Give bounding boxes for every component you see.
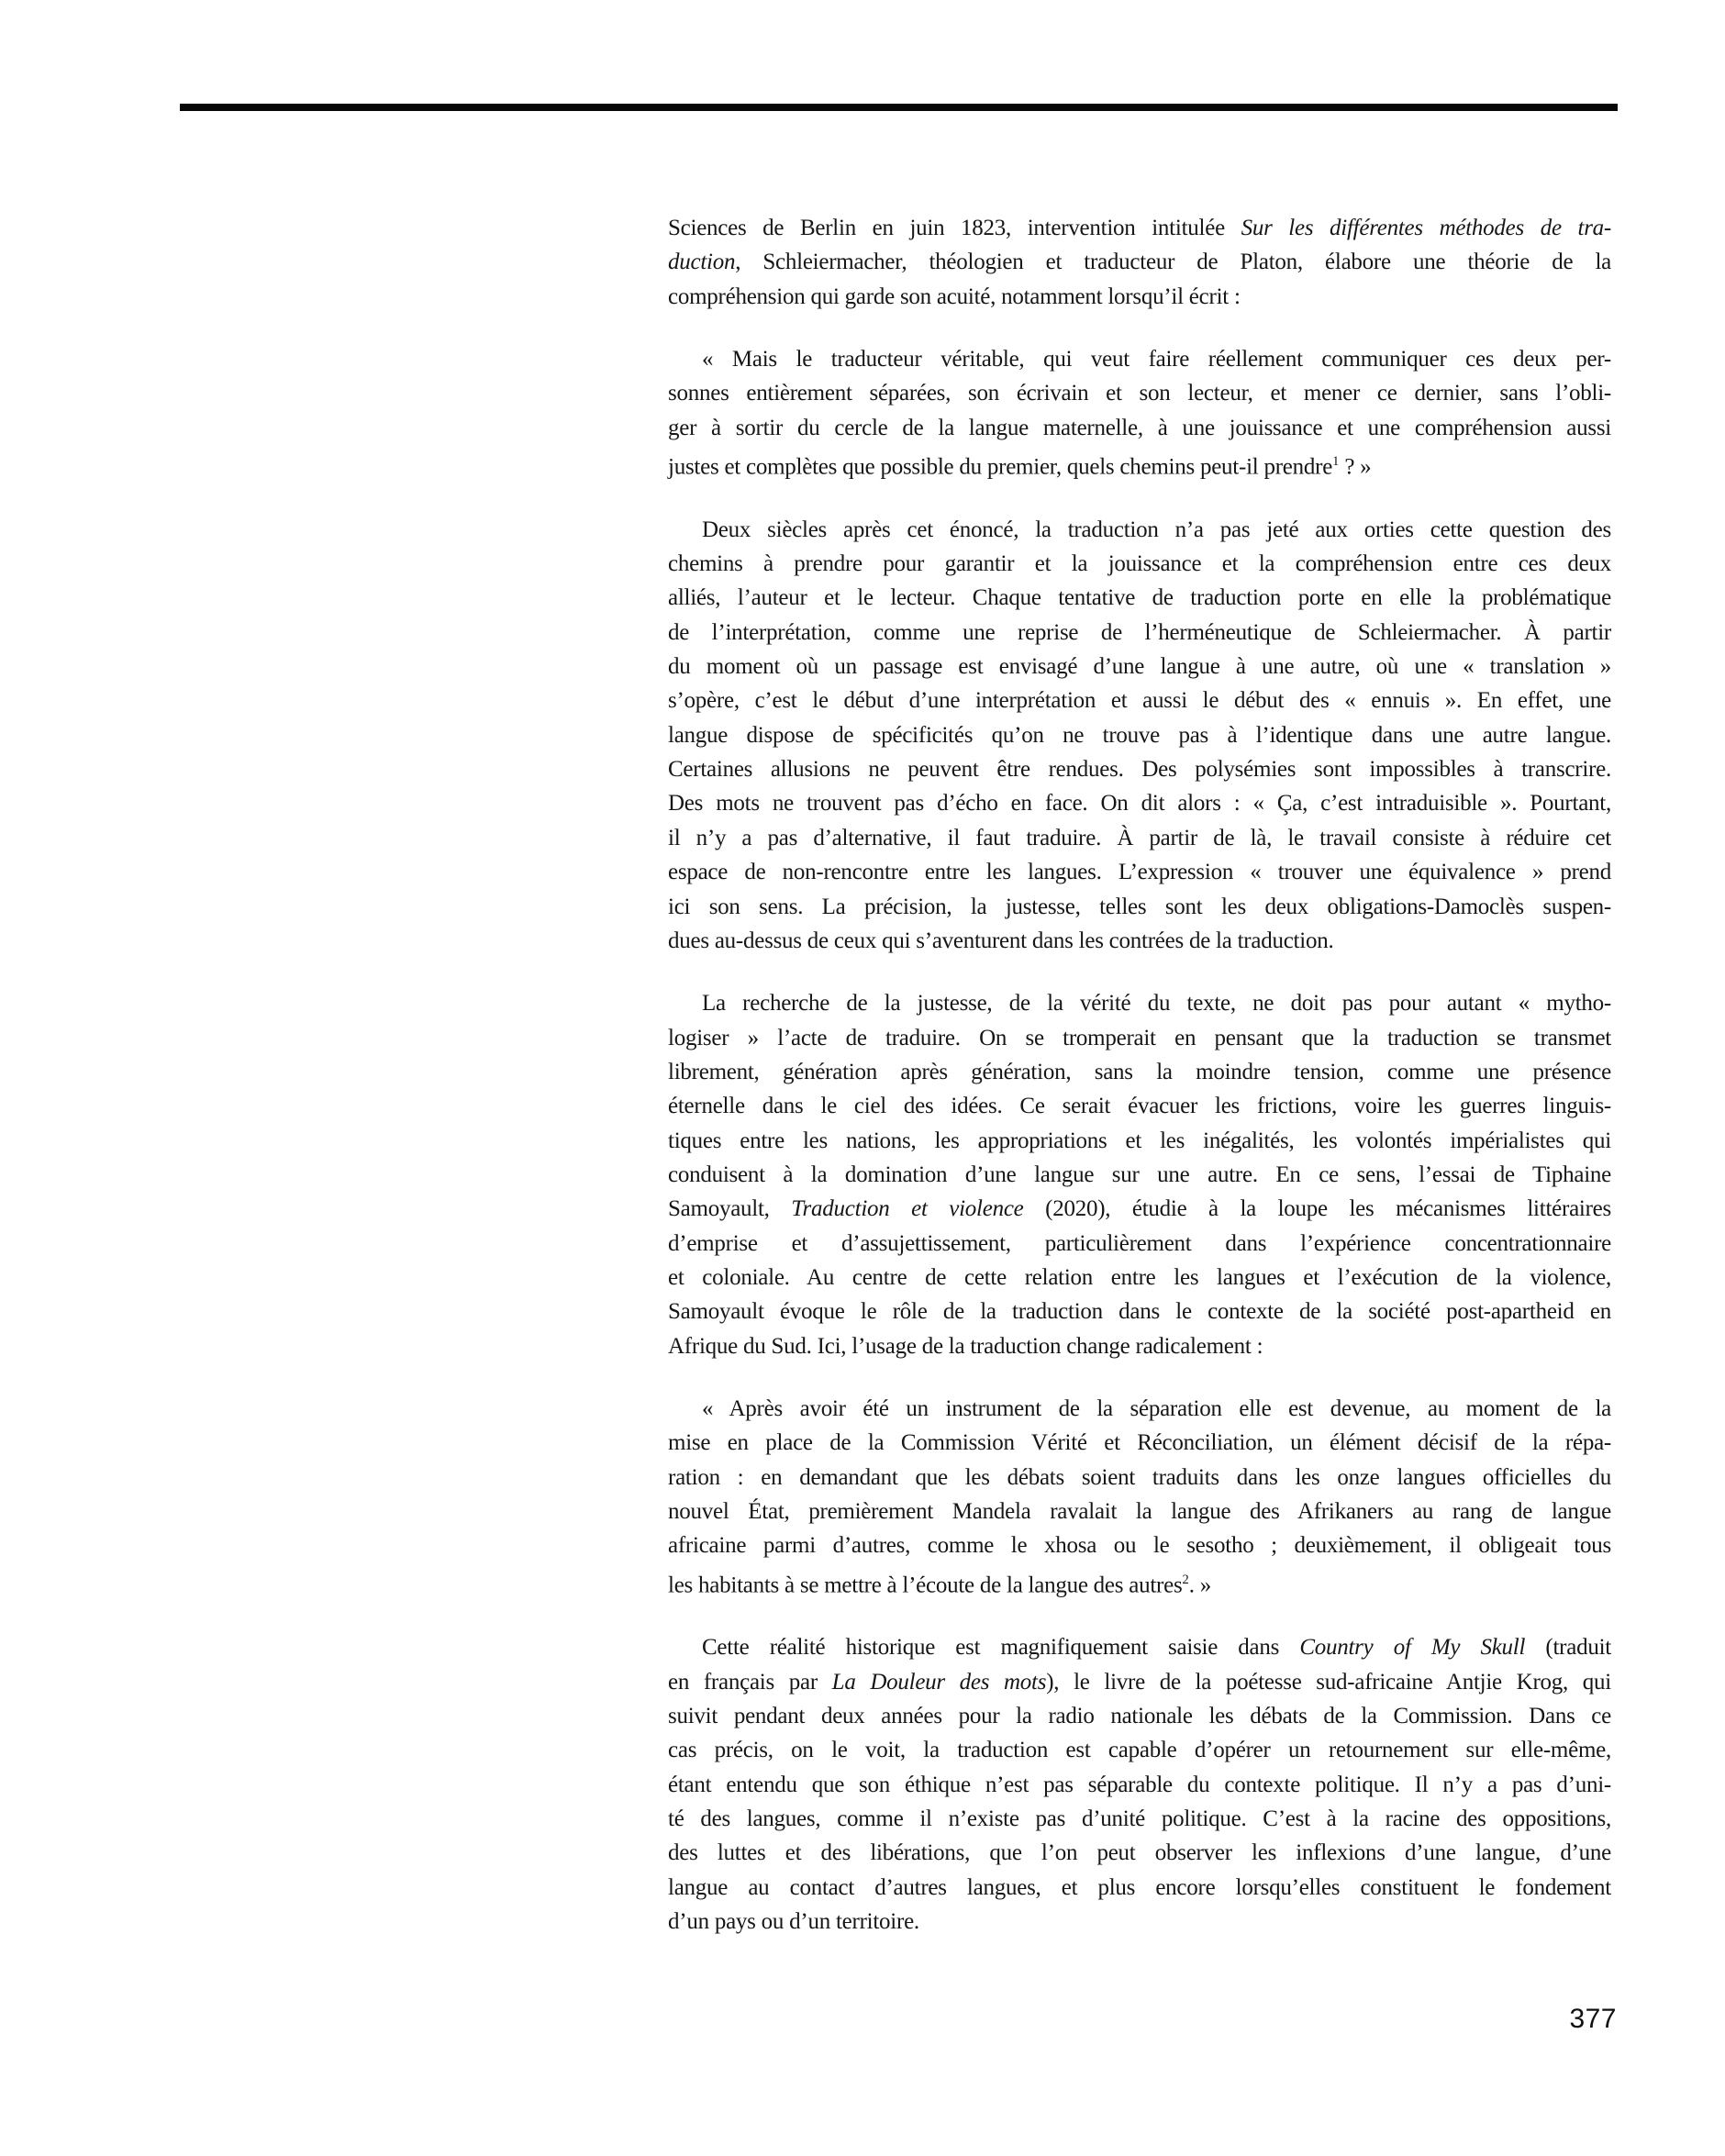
text-segment: espace de non-rencontre entre les langues. L’expression « trouver une équivalence » prend (668, 860, 1611, 885)
text-segment: étant entendu que son éthique n’est pas séparable du contexte politique. Il n’y a pas d’uni- (668, 1772, 1611, 1797)
text-segment: éternelle dans le ciel des idées. Ce serait évacuer les frictions, voire les guerres linguis- (668, 1094, 1611, 1119)
italic-text: Sur les différentes méthodes de tra- (1241, 216, 1611, 240)
text-segment: Sciences de Berlin en juin 1823, intervention intitulée (668, 216, 1241, 240)
text-segment: ? » (1339, 454, 1372, 480)
text-line (668, 581, 1611, 615)
text-line (668, 650, 1611, 683)
text-line (668, 1461, 1611, 1495)
text-segment: , Schleiermacher, théologien et traducteur de Platon, élabore une théorie de la (735, 250, 1611, 275)
text-segment: Samoyault, (668, 1196, 792, 1222)
text-segment: du moment où un passage est envisagé d’une langue à une autre, où une « translation » (668, 654, 1611, 680)
text-segment: d’emprise et d’assujettissement, particulièrement dans l’expérience concentrationnaire (668, 1230, 1611, 1256)
chapter-header-rule (180, 104, 1618, 111)
text-segment: (2020), étudie à la loupe les mécanismes littéraires (1023, 1196, 1612, 1222)
text-segment: ici son sens. La précision, la justesse, telles sont les deux obligations-Damoclès suspen- (668, 894, 1611, 919)
text-segment: et coloniale. Au centre de cette relation entre les langues et l’exécution de la violence, (668, 1264, 1611, 1290)
text-segment: chemins à prendre pour garantir et la jouissance et la compréhension entre ces deux (668, 551, 1611, 577)
text-segment: mise en place de la Commission Vérité et Réconciliation, un élément décisif de la répa- (668, 1430, 1611, 1456)
text-line (668, 1802, 1611, 1836)
text-segment: langue dispose de spécificités qu’on ne trouve pas à l’identique dans une autre langue. (668, 722, 1611, 748)
text-line (668, 1329, 1611, 1363)
text-segment: La recherche de la justesse, de la vérité du texte, ne doit pas pour autant « mytho- (702, 991, 1611, 1017)
italic-text: duction (668, 250, 736, 275)
text-line (668, 411, 1611, 445)
text-segment: ), le livre de la poétesse sud-africaine Antjie Krog, qui (1046, 1669, 1611, 1695)
text-segment: nouvel État, premièrement Mandela ravalait la langue des Afrikaners au rang de langue (668, 1499, 1611, 1525)
text-line (668, 1227, 1611, 1261)
italic-text: Country of My Skull (1299, 1635, 1526, 1661)
text-segment: africaine parmi d’autres, comme le xhosa ou le sesotho ; deuxièmement, il obligeait tous (668, 1533, 1611, 1559)
text-line (668, 752, 1611, 786)
text-line (668, 1768, 1611, 1802)
text-segment: ration : en demandant que les débats soient traduits dans les onze langues officielles du (668, 1464, 1611, 1490)
text-segment: ger à sortir du cercle de la langue maternelle, à une jouissance et une compréhension aussi (668, 415, 1611, 440)
text-segment: il n’y a pas d’alternative, il faut traduire. À partir de là, le travail consiste à réduire cet (668, 825, 1611, 850)
text-line (668, 986, 1611, 1020)
text-line (668, 1630, 1611, 1664)
text-segment: . » (1188, 1573, 1211, 1598)
text-line (668, 1426, 1611, 1460)
paragraph (668, 211, 1611, 314)
text-segment: s’opère, c’est le début d’une interprétation et aussi le début des « ennuis ». En effet, une (668, 688, 1611, 714)
text-segment: Samoyault évoque le rôle de la traduction dans le contexte de la société post-apartheid en (668, 1299, 1611, 1325)
text-line (668, 1699, 1611, 1733)
text-segment: de l’interprétation, comme une reprise de l’herméneutique de Schleiermacher. À partir (668, 619, 1611, 645)
text-line (668, 616, 1611, 650)
italic-text: La Douleur des mots (831, 1669, 1047, 1695)
text-line (668, 1392, 1611, 1426)
text-line (668, 1905, 1611, 1939)
text-segment: Deux siècles après cet énoncé, la traduction n’a pas jeté aux orties cette question des (702, 517, 1611, 542)
text-segment: « Mais le traducteur véritable, qui veut faire réellement communiquer ces deux per- (702, 347, 1611, 372)
text-segment: conduisent à la domination d’une langue sur une autre. En ce sens, l’essai de Tiphaine (668, 1161, 1611, 1187)
text-segment: « Après avoir été un instrument de la séparation elle est devenue, au moment de la (702, 1395, 1611, 1421)
text-line (668, 445, 1611, 484)
text-segment: des luttes et des libérations, que l’on peut observer les inflexions d’une langue, d’une (668, 1840, 1611, 1866)
text-line (668, 1295, 1611, 1328)
text-segment: (traduit (1525, 1635, 1611, 1661)
text-segment: Afrique du Sud. Ici, l’usage de la traduction change radicalement : (668, 1333, 1263, 1359)
text-line (668, 1158, 1611, 1192)
text-segment: suivit pendant deux années pour la radio nationale les débats de la Commission. Dans ce (668, 1704, 1611, 1729)
text-segment: alliés, l’auteur et le lecteur. Chaque tentative de traduction porte en elle la problématique (668, 585, 1611, 611)
text-segment: Cette réalité historique est magnifiquement saisie dans (702, 1635, 1300, 1661)
text-segment: compréhension qui garde son acuité, notamment lorsqu’il écrit : (668, 283, 1241, 309)
text-segment: logiser » l’acte de traduire. On se tromperait en pensant que la traduction se transmet (668, 1025, 1611, 1050)
paragraph (668, 1630, 1611, 1939)
text-segment: en français par (668, 1669, 832, 1695)
text-line (668, 245, 1611, 279)
text-line (668, 1528, 1611, 1562)
text-line (668, 1563, 1611, 1603)
text-line (668, 1495, 1611, 1528)
text-segment: cas précis, on le voit, la traduction est capable d’opérer un retournement sur elle-même, (668, 1738, 1611, 1763)
text-line (668, 1021, 1611, 1055)
text-line (668, 1871, 1611, 1905)
text-line (668, 1089, 1611, 1123)
text-line (668, 342, 1611, 376)
text-segment: sonnes entièrement séparées, son écrivain et son lecteur, et mener ce dernier, sans l’obli- (668, 381, 1611, 406)
text-line (668, 1261, 1611, 1295)
text-segment: les habitants à se mettre à l’écoute de la langue des autres (668, 1573, 1183, 1598)
text-line (668, 683, 1611, 717)
text-line (668, 855, 1611, 889)
blockquote (668, 342, 1611, 484)
text-line (668, 786, 1611, 820)
blockquote (668, 1392, 1611, 1602)
footnote-reference: 2 (1182, 1572, 1189, 1587)
text-segment: Des mots ne trouvent pas d’écho en face. On dit alors : « Ça, c’est intraduisible ». Pourtant, (668, 791, 1611, 817)
text-line (668, 376, 1611, 410)
text-segment: librement, génération après génération, sans la moindre tension, comme une présence (668, 1059, 1611, 1084)
text-line (668, 821, 1611, 855)
text-segment: justes et complètes que possible du premier, quels chemins peut-il prendre (668, 454, 1333, 480)
text-line (668, 718, 1611, 752)
page-number: 377 (1569, 2004, 1617, 2034)
text-block (668, 211, 1611, 1939)
paragraph (668, 513, 1611, 958)
text-line (668, 1733, 1611, 1767)
text-line (668, 513, 1611, 547)
text-segment: d’un pays ou d’un territoire. (668, 1909, 919, 1935)
text-segment: langue au contact d’autres langues, et plus encore lorsqu’elles constituent le fondement (668, 1874, 1611, 1900)
footnote-reference: 1 (1332, 454, 1340, 470)
text-line (668, 280, 1611, 314)
text-line (668, 547, 1611, 581)
text-line (668, 1836, 1611, 1870)
text-line (668, 1124, 1611, 1158)
text-line (668, 1192, 1611, 1226)
text-line (668, 1055, 1611, 1089)
text-line (668, 211, 1611, 245)
text-line (668, 1665, 1611, 1699)
text-segment: té des langues, comme il n’existe pas d’unité politique. C’est à la racine des oppositions, (668, 1806, 1611, 1832)
text-segment: tiques entre les nations, les appropriations et les inégalités, les volontés impérialistes qui (668, 1128, 1611, 1153)
italic-text: Traduction et violence (791, 1196, 1024, 1222)
text-line (668, 924, 1611, 958)
text-line (668, 890, 1611, 924)
paragraph (668, 986, 1611, 1363)
text-segment: Certaines allusions ne peuvent être rendues. Des polysémies sont impossibles à transcrire. (668, 757, 1611, 783)
text-segment: dues au-dessus de ceux qui s’aventurent dans les contrées de la traduction. (668, 928, 1334, 953)
